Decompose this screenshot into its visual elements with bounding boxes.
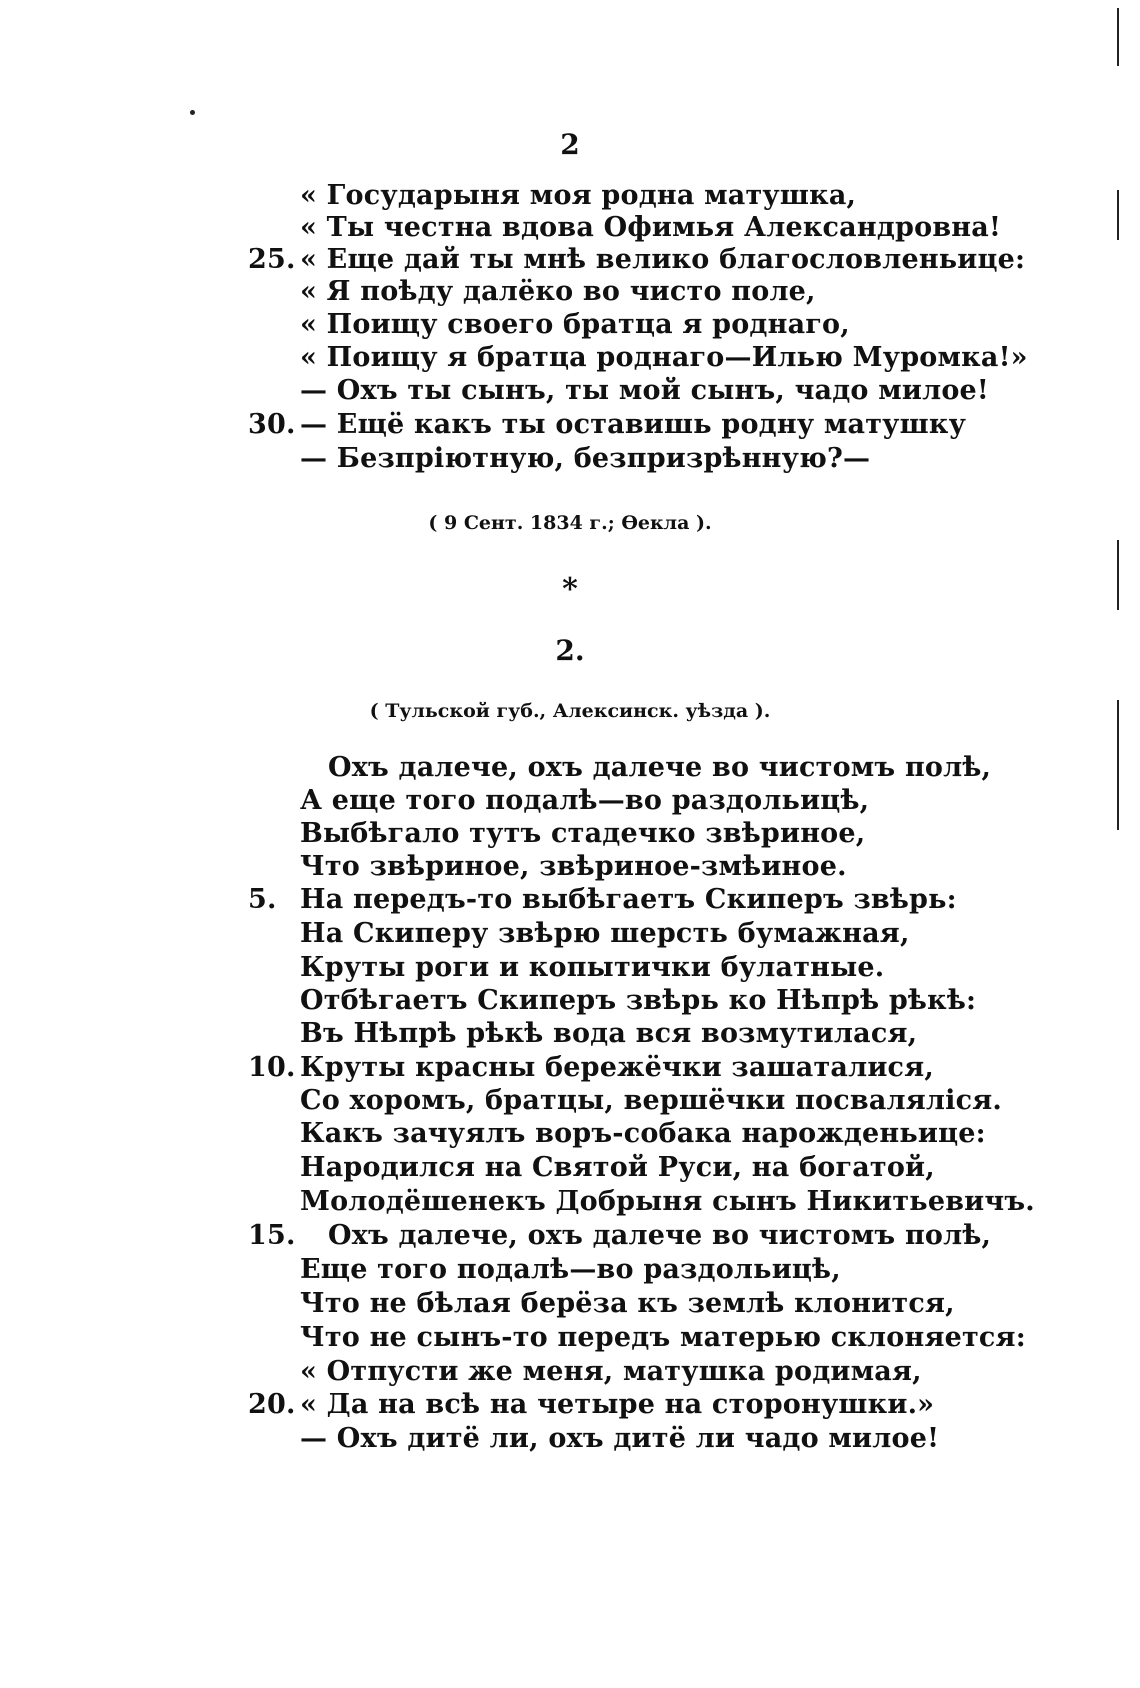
page-edge-line — [1117, 190, 1119, 240]
verse-text: « Государыня моя родна матушка, — [300, 180, 857, 211]
verse-text: Выбѣгало тутъ стадечко звѣриное, — [300, 818, 866, 849]
verse-text: На передъ-то выбѣгаетъ Скиперъ звѣрь: — [300, 884, 957, 915]
verse-text: Еще того подалѣ—во раздольицѣ, — [300, 1254, 841, 1285]
verse-text: « Еще дай ты мнѣ велико благословленьице: — [300, 244, 1026, 275]
line-number: 30. — [248, 409, 296, 440]
verse-text: Круты роги и копытички булатные. — [300, 952, 885, 983]
page-number: 2 — [560, 128, 580, 161]
verse-text: « Поищу своего братца я роднаго, — [300, 309, 850, 340]
verse-text: Молодёшенекъ Добрыня сынъ Никитьевичъ. — [300, 1186, 1035, 1217]
line-number: 25. — [248, 244, 296, 275]
verse-text: « Ты честна вдова Офимья Александровна! — [300, 212, 1001, 243]
verse-text: Что не сынъ-то передъ матерью склоняется: — [300, 1322, 1026, 1353]
line-number: 15. — [248, 1220, 296, 1251]
source-note: ( 9 Сент. 1834 г.; Ѳекла ). — [428, 512, 712, 534]
verse-text: « Поищу я братца роднаго—Илью Муромка!» — [300, 342, 1028, 373]
verse-text: Что звѣриное, звѣриное-змѣиное. — [300, 851, 847, 882]
verse-text: « Да на всѣ на четыре на сторонушки.» — [300, 1389, 935, 1420]
line-number: 10. — [248, 1052, 296, 1083]
verse-text: А еще того подалѣ—во раздольицѣ, — [300, 785, 870, 816]
page-edge-line — [1117, 8, 1119, 66]
line-number: 5. — [248, 884, 277, 915]
verse-text: Что не бѣлая берёза къ землѣ клонится, — [300, 1288, 955, 1319]
verse-text: — Охъ дитё ли, охъ дитё ли чадо милое! — [300, 1423, 940, 1454]
section-divider-asterisk: * — [562, 572, 578, 607]
print-speck — [190, 110, 195, 115]
verse-text: — Ещё какъ ты оставишь родну матушку — [300, 409, 967, 440]
verse-text: Какъ зачуялъ воръ-собака нарожденьице: — [300, 1118, 986, 1149]
line-number: 20. — [248, 1389, 296, 1420]
verse-text: Со хоромъ, братцы, вершёчки посваляліся. — [300, 1085, 1003, 1116]
verse-text: Охъ далече, охъ далече во чистомъ полѣ, — [328, 1220, 992, 1251]
section-number: 2. — [555, 634, 585, 667]
verse-text: Охъ далече, охъ далече во чистомъ полѣ, — [328, 752, 992, 783]
location-note: ( Тульской губ., Алексинск. уѣзда ). — [369, 700, 771, 722]
verse-text: На Скиперу звѣрю шерсть бумажная, — [300, 918, 910, 949]
verse-text: Отбѣгаетъ Скиперъ звѣрь ко Нѣпрѣ рѣкѣ: — [300, 985, 977, 1016]
verse-text: « Отпусти же меня, матушка родимая, — [300, 1356, 922, 1387]
verse-text: « Я поѣду далёко во чисто поле, — [300, 276, 816, 307]
verse-text: Круты красны бережёчки зашаталися, — [300, 1052, 934, 1083]
verse-text: — Охъ ты сынъ, ты мой сынъ, чадо милое! — [300, 375, 989, 406]
verse-text: Народился на Святой Руси, на богатой, — [300, 1152, 935, 1183]
verse-text: Въ Нѣпрѣ рѣкѣ вода вся возмутилася, — [300, 1018, 918, 1049]
verse-text: — Безпріютную, безпризрѣнную?— — [300, 443, 871, 474]
